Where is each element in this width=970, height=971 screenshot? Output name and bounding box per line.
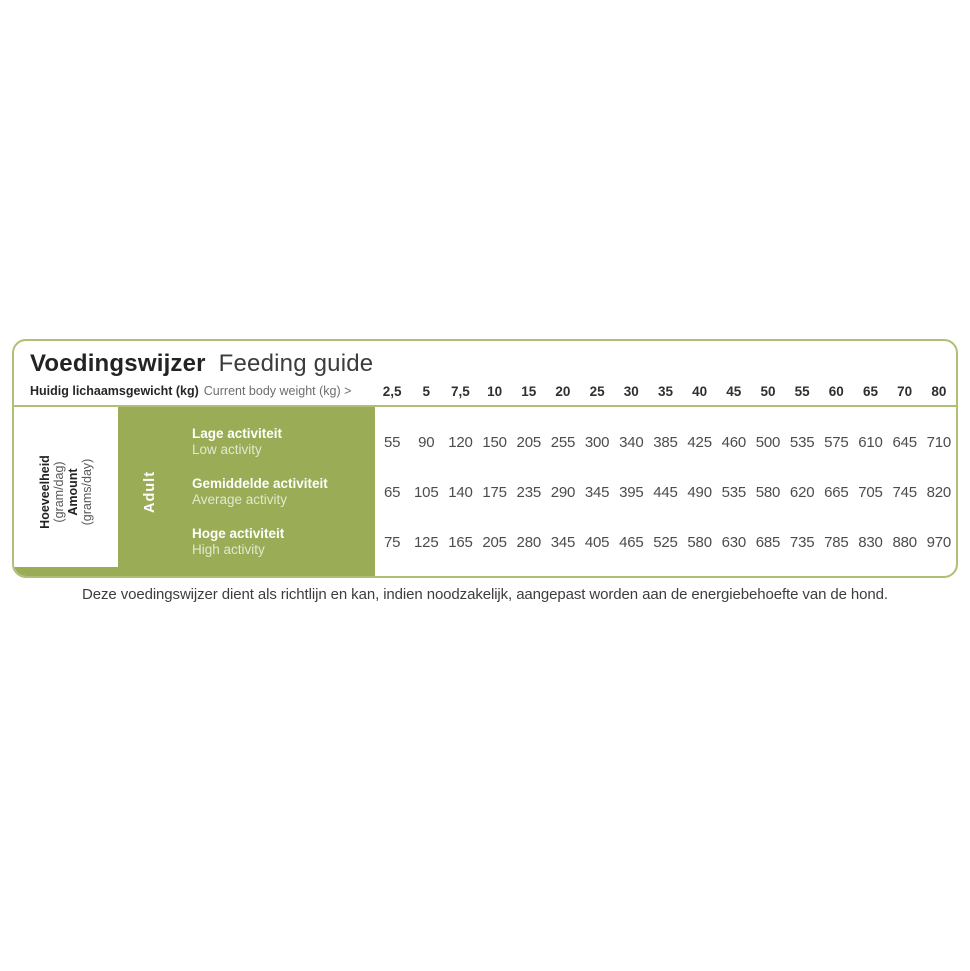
activity-low-english: Low activity [192, 442, 262, 457]
feeding-guide-card [12, 339, 958, 578]
feeding-value: 280 [516, 533, 541, 551]
feeding-value: 120 [448, 433, 473, 451]
activity-average-dutch: Gemiddelde activiteit [192, 476, 328, 491]
feeding-value: 340 [619, 433, 644, 451]
weight-value: 65 [862, 383, 878, 399]
feeding-values [375, 407, 956, 576]
weight-header-english: Current body weight (kg) > [203, 384, 352, 398]
feeding-value: 125 [414, 533, 439, 551]
feeding-value: 65 [383, 483, 401, 501]
feeding-value: 710 [926, 433, 952, 451]
weight-value: 35 [657, 383, 673, 399]
feeding-value: 705 [858, 483, 883, 501]
table-row-high [375, 517, 956, 567]
feeding-value: 175 [482, 483, 507, 501]
activity-high [192, 517, 375, 567]
feeding-value: 490 [687, 483, 712, 501]
weight-value: 60 [828, 383, 844, 399]
weight-value: 30 [623, 383, 639, 399]
feeding-value: 75 [383, 533, 401, 551]
feeding-value: 290 [550, 483, 576, 501]
card-body [14, 407, 956, 576]
feeding-value: 580 [687, 533, 712, 551]
weight-value: 20 [555, 383, 571, 399]
feeding-value: 970 [926, 533, 952, 551]
adult-panel [118, 407, 375, 576]
feeding-value: 90 [418, 433, 435, 451]
feeding-value: 345 [550, 533, 576, 551]
feeding-value: 745 [892, 483, 917, 501]
feeding-value: 665 [824, 483, 849, 501]
feeding-value: 445 [653, 483, 678, 501]
weight-columns [375, 384, 956, 399]
feeding-value: 205 [516, 433, 541, 451]
amount-unit-dutch: (gram/dag) [51, 460, 66, 523]
activity-low-dutch: Lage activiteit [192, 426, 283, 441]
feeding-value: 620 [789, 483, 815, 501]
life-stage [118, 407, 182, 576]
amount-unit-english: (grams/day) [79, 458, 94, 525]
feeding-value: 535 [789, 433, 815, 451]
feeding-value: 205 [482, 533, 507, 551]
feeding-value: 465 [619, 533, 644, 551]
weight-header-row [14, 382, 956, 400]
feeding-value: 140 [448, 483, 473, 501]
feeding-value: 645 [892, 433, 917, 451]
feeding-value: 150 [482, 433, 507, 451]
card-header [14, 341, 956, 407]
page-title [30, 350, 373, 378]
amount-axis [14, 407, 118, 576]
feeding-value: 820 [926, 483, 952, 501]
title-dutch: Voedingswijzer [30, 350, 206, 377]
feeding-value: 405 [584, 533, 610, 551]
weight-value: 10 [487, 383, 503, 399]
feeding-value: 880 [892, 533, 917, 551]
feeding-value: 685 [755, 533, 781, 551]
feeding-value: 580 [755, 483, 781, 501]
activity-average [192, 467, 375, 517]
weight-value: 2,5 [382, 383, 402, 399]
amount-label-english: Amount [65, 467, 80, 516]
feeding-value: 395 [619, 483, 644, 501]
feeding-value: 460 [721, 433, 747, 451]
weight-value: 45 [726, 383, 742, 399]
weight-value: 70 [897, 383, 913, 399]
feeding-value: 735 [789, 533, 815, 551]
activity-low [192, 417, 375, 467]
feeding-value: 55 [383, 433, 401, 451]
feeding-value: 500 [755, 433, 781, 451]
life-stage-label: Adult [141, 470, 158, 513]
feeding-value: 535 [721, 483, 747, 501]
weight-value: 50 [760, 383, 776, 399]
feeding-value: 235 [516, 483, 541, 501]
amount-axis-label [38, 455, 94, 529]
feeding-value: 425 [687, 433, 712, 451]
feeding-value: 300 [584, 433, 610, 451]
feeding-value: 105 [414, 483, 439, 501]
title-english: Feeding guide [218, 350, 374, 377]
activity-high-dutch: Hoge activiteit [192, 526, 285, 541]
activity-average-english: Average activity [192, 492, 288, 507]
weight-value: 15 [521, 383, 537, 399]
feeding-value: 385 [653, 433, 678, 451]
feeding-value: 830 [858, 533, 883, 551]
feeding-value: 785 [824, 533, 849, 551]
feeding-value: 525 [653, 533, 678, 551]
feeding-value: 630 [721, 533, 747, 551]
table-row-average [375, 467, 956, 517]
activity-labels [182, 407, 375, 576]
weight-value: 40 [692, 383, 708, 399]
weight-value: 7,5 [451, 383, 470, 399]
weight-value: 55 [794, 383, 810, 399]
weight-value: 25 [589, 383, 605, 399]
activity-high-english: High activity [192, 542, 265, 557]
weight-value: 80 [931, 383, 947, 399]
feeding-value: 575 [824, 433, 849, 451]
table-row-low [375, 417, 956, 467]
feeding-value: 345 [584, 483, 610, 501]
feeding-value: 165 [448, 533, 473, 551]
weight-value: 5 [422, 383, 431, 399]
weight-header-dutch: Huidig lichaamsgewicht (kg) [30, 384, 199, 398]
bottom-green-band [14, 567, 375, 576]
feeding-value: 255 [550, 433, 576, 451]
feeding-value: 610 [858, 433, 883, 451]
footnote: Deze voedingswijzer dient als richtlijn en kan, indien noodzakelijk, aangepast worden aan de energiebehoefte van de hond. [82, 586, 888, 603]
amount-label-dutch: Hoeveelheid [37, 454, 52, 529]
